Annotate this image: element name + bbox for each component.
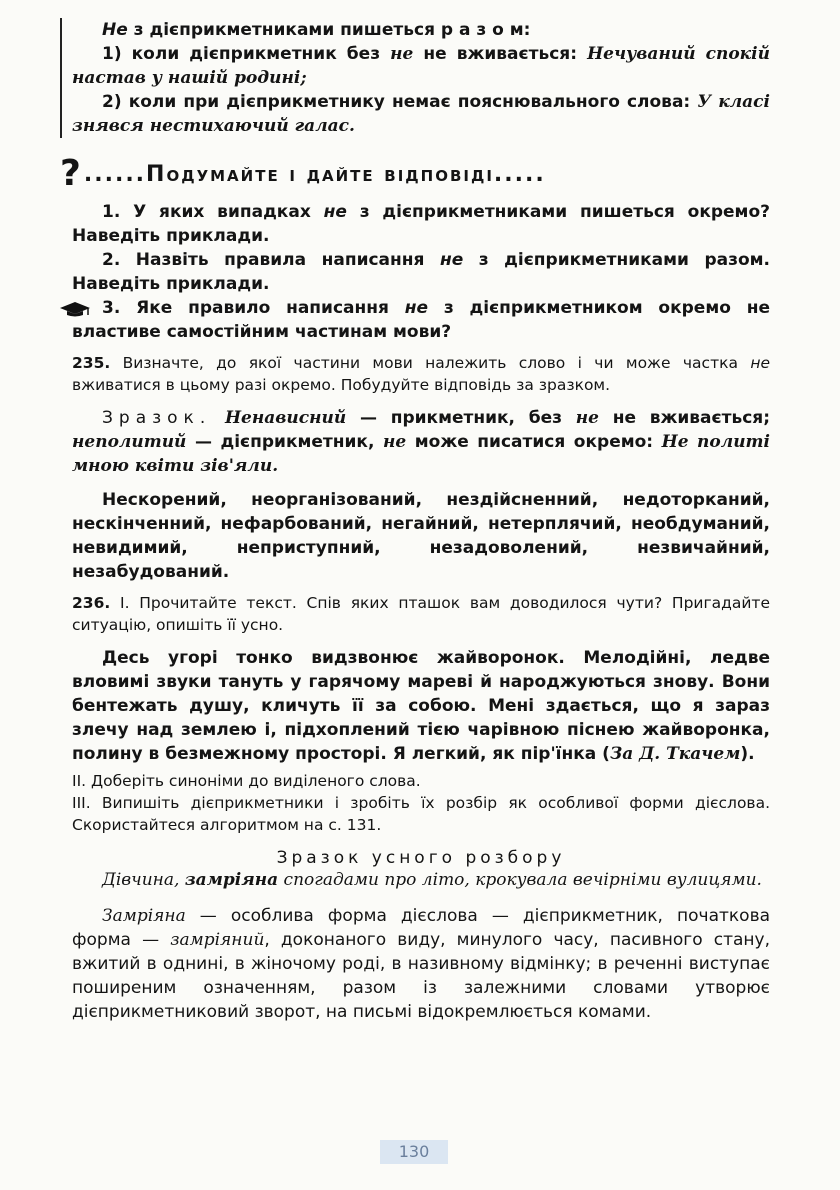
question-item (72, 200, 770, 248)
sub-task-2: II. Доберіть синоніми до виділеного слова. (72, 772, 421, 790)
text-part: Десь угорі тонко видзвонює жайворонок. Мелодійні, ледве вловимі звуки тануть у гарячому мареві й народжуються знову. Вони (72, 648, 770, 692)
ne-particle: не (439, 250, 464, 270)
sample-235 (72, 406, 770, 478)
question-text: з дієприкметником окремо не властиве самостійним частинам мови? (72, 298, 770, 342)
sample-word: Ненависний (224, 408, 347, 428)
question-text: з дієприкметниками пишеться окремо? Наведіть приклади. (72, 202, 770, 246)
rule-box (60, 18, 770, 138)
sample-word: неполитий (72, 432, 187, 452)
rule-item-1-text: 1) коли дієприкметник без (102, 44, 391, 64)
razom-word: р а з о м: (440, 20, 531, 40)
analysis-text: , доконаного виду, минулого часу, пасивного стану, вжитий в однині, в жіночому роді, в називному відмінку; в реченні виступає поширеним означенням, разом із залежними словами утворює дієприкметниковий зворот, на письмі відокремлюється комами. (72, 930, 770, 1022)
analysis-paragraph (72, 904, 770, 1024)
rule-intro-text: з дієприкметниками пишеться (127, 20, 441, 40)
sentence-part: спогадами про літо, крокувала вечірніми вулицями. (278, 870, 762, 890)
questions-list (72, 200, 770, 344)
sample-example: Не политі мною квіти зів'яли. (72, 432, 771, 476)
oral-analysis-title: Зразок усного розбору (276, 848, 566, 868)
rule-item-1-example: Нечуваний спокій настав у нашій родині; (72, 44, 770, 88)
sample-text: — дієприкметник, (186, 432, 383, 452)
sub-task-3: III. Випишіть дієприкметники і зробіть їх розбір як особливої форми дієслова. Скористайтеся алгоритмом на с. 131. (72, 794, 770, 834)
question-text: 1. У яких випадках (102, 202, 324, 222)
rule-item-2-example: У класі знявся нестихаючий галас. (72, 92, 770, 136)
graduation-cap-icon (58, 301, 92, 317)
ne-particle: не (404, 298, 429, 318)
task-236 (72, 592, 770, 636)
sample-text: не вживається; (598, 408, 770, 428)
ne-particle: не (750, 354, 770, 372)
task-235 (72, 352, 770, 396)
analysis-text: — особлива форма дієслова — дієприкметник, початкова форма — (72, 906, 770, 950)
rule-item-2-text: 2) коли при дієприкметнику немає пояснювального слова: (102, 92, 698, 112)
rule-intro (72, 18, 770, 42)
ne-particle: не (390, 44, 414, 64)
section-heading (60, 153, 770, 194)
question-item (72, 248, 770, 296)
rule-item-2 (72, 90, 770, 138)
sample-text: — прикметник, без (346, 408, 576, 428)
heading-dots-right: ..... (493, 161, 546, 187)
ne-particle: не (382, 432, 407, 452)
analysis-word: Замріяна (102, 906, 186, 926)
task-number: 235. (72, 354, 111, 372)
oral-sentence (72, 868, 770, 892)
sample-label: Зразок. (102, 408, 212, 428)
sample-text: може писатися окремо: (406, 432, 662, 452)
text-part: душу, кличуть її за собою. Мені здається, що я зараз злечу над землею і, підхоплений тією чарівною піснею жайворонка, полину в безмежному просторі. Я легкий, як пір'їнка ( (72, 696, 770, 764)
question-text: 3. Яке правило написання (102, 298, 405, 318)
page-number: 130 (380, 1140, 448, 1164)
text-236 (72, 646, 770, 766)
task-number: 236. (72, 594, 111, 612)
rule-item-1-rest: не вживається: (413, 44, 588, 64)
task-text: вживатися в цьому разі окремо. Побудуйте відповідь за зразком. (72, 376, 611, 394)
highlighted-word: бентежать (72, 696, 178, 716)
question-text: 2. Назвіть правила написання (102, 250, 440, 270)
task-text: Визначте, до якої частини мови належить слово і чи може частка (110, 354, 751, 372)
text-part: ). (740, 744, 755, 764)
question-item (72, 296, 770, 344)
ne-word: Не (102, 20, 128, 40)
question-mark-icon: ? (60, 153, 82, 194)
sentence-part: Дівчина, (102, 870, 185, 890)
ne-particle: не (323, 202, 347, 222)
analysis-word: замріяний (170, 930, 265, 950)
heading-title: Подумайте і дайте відповіді (146, 161, 494, 187)
rule-item-1 (72, 42, 770, 90)
sentence-bold-word: замріяна (184, 870, 279, 890)
task-text: I. Прочитайте текст. Спів яких пташок вам доводилося чути? Пригадайте ситуацію, опишіть її усно. (72, 594, 770, 634)
question-text: з дієприкметниками разом. Наведіть приклади. (72, 250, 770, 294)
ne-particle: не (575, 408, 599, 428)
author-ref: За Д. Ткачем (609, 744, 741, 764)
words-235: Нескорений, неорганізований, нездійсненний, недоторканий, нескінченний, нефарбований, негайний, нетерплячий, необдуманий, невидимий, неприступний, незадоволений, незвичайний, незабудований. (72, 490, 770, 582)
heading-dots-left: ...... (83, 161, 147, 187)
